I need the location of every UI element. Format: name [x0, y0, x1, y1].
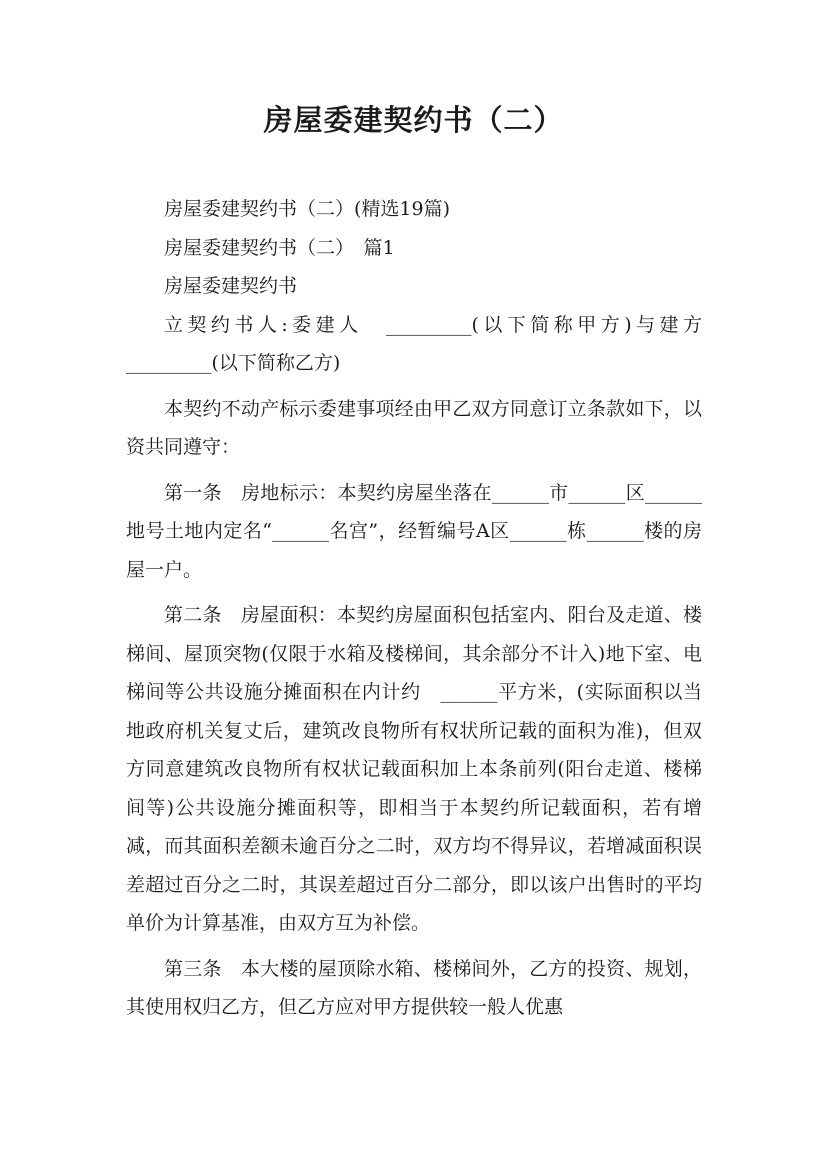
document-body — [126, 190, 702, 1027]
paragraph-contract-name: 房屋委建契约书 — [164, 275, 298, 297]
paragraph-article-1: 第一条 房地标示：本契约房屋坐落在______市______区______地号土地内定名“______名宫”，经暂编号A区______栋______楼的房屋一户。 — [126, 481, 702, 581]
paragraph-article-2: 第二条 房屋面积：本契约房屋面积包括室内、阳台及走道、楼梯间、屋顶突物(仅限于水箱及楼梯间，其余部分不计入)地下室、电梯间等公共设施分摊面积在内计约 ______平方米，(实际面积以当地政府机关复丈后，建筑改良物所有权状所记载的面积为准)，但双方同意建筑改良物所有权状记载面积加上本条前列(阳台走道、楼梯间等)公共设施分摊面积等，即相当于本契约所记载面积，若有增减，而其面积差额未逾百分之二时，双方均不得异议，若增减面积误差超过百分之二时，其误差超过百分二部分，即以该户出售时的平均单价为计算基准，由双方互为补偿。 — [126, 604, 702, 934]
paragraph-section-heading: 房屋委建契约书（二） 篇1 — [164, 236, 395, 259]
paragraph-article-3: 第三条 本大楼的屋顶除水箱、楼梯间外，乙方的投资、规划，其使用权归乙方，但乙方应对甲方提供较一般人优惠 — [126, 957, 702, 1018]
paragraph-subtitle: 房屋委建契约书（二）(精选19篇) — [164, 198, 451, 220]
document-title: 房屋委建契约书（二） — [263, 103, 564, 137]
paragraph-parties: 立契约书人:委建人 _________(以下简称甲方)与建方_________(以下简称乙方) — [126, 313, 702, 374]
paragraph-preamble: 本契约不动产标示委建事项经由甲乙双方同意订立条款如下，以资共同遵守： — [126, 397, 702, 458]
